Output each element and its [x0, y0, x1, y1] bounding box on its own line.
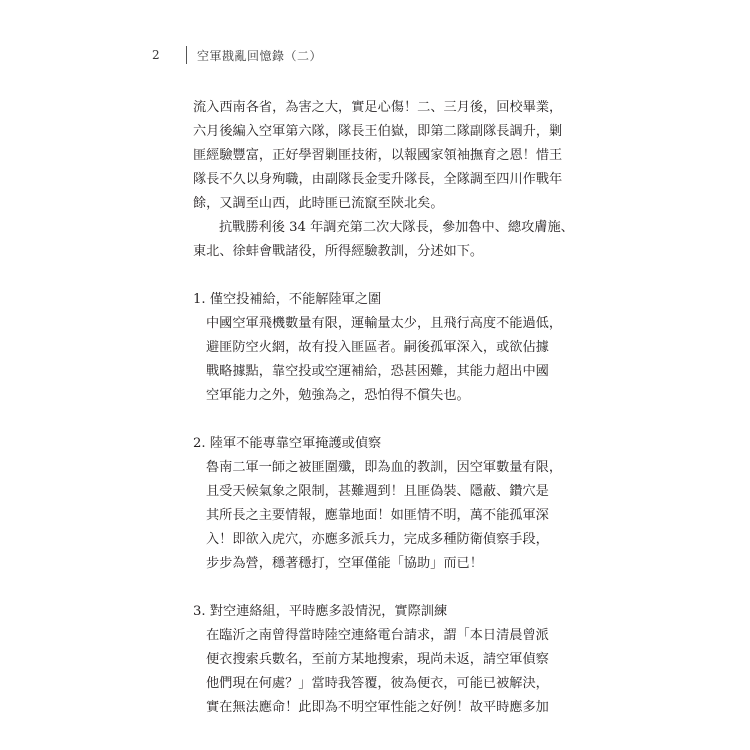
section-spacer — [193, 576, 558, 600]
text-line: 避匪防空火網，故有投入匪區者。嗣後孤軍深入，或欲佔據 — [206, 340, 549, 355]
section-heading: 1. 僅空投補給，不能解陸軍之圍 — [193, 292, 382, 307]
text-line: 抗戰勝利後 34 年調充第二次大隊長，參加魯中、總攻膚施、 — [219, 220, 574, 235]
section-heading: 2. 陸軍不能專靠空軍掩護或偵察 — [193, 436, 382, 451]
text-line: 他們現在何處？」當時我答覆，彼為便衣，可能已被解決， — [206, 676, 549, 691]
page-number: 2 — [152, 48, 160, 62]
text-line: 步步為營，穩著穩打，空軍僅能「協助」而已！ — [206, 556, 483, 571]
text-line: 實在無法應命！此即為不明空軍性能之好例！故平時應多加 — [206, 700, 549, 715]
text-line: 便衣搜索兵數名，至前方某地搜索，現尚未返，請空軍偵察 — [206, 652, 549, 667]
text-line: 六月後編入空軍第六隊，隊長王伯嶽，即第二隊副隊長調升，剿 — [193, 124, 563, 139]
text-line: 魯南二軍一師之被匪圍殲，即為血的教訓，因空軍數量有限， — [206, 460, 563, 475]
text-line: 中國空軍飛機數量有限，運輸量太少，且飛行高度不能過低， — [206, 316, 563, 331]
text-line: 戰略據點，靠空投或空運補給，恐甚困難，其能力超出中國 — [206, 364, 549, 379]
section-2 — [193, 432, 563, 576]
intro-paragraph-2 — [193, 216, 574, 264]
text-line: 東北、徐蚌會戰諸役，所得經驗教訓，分述如下。 — [193, 244, 484, 259]
text-line: 匪經驗豐富，正好學習剿匪技術，以報國家領袖撫育之恩！惜王 — [193, 148, 563, 163]
intro-paragraph-1 — [193, 96, 563, 216]
section-1 — [193, 288, 563, 408]
section-heading: 3. 對空連絡組，平時應多設情況，實際訓練 — [193, 604, 448, 619]
running-title: 空軍戡亂回憶錄（二） — [197, 48, 323, 63]
text-line: 在臨沂之南曾得當時陸空連絡電台請求，謂「本日清晨曾派 — [206, 628, 549, 643]
text-line: 隊長不久以身殉職，由副隊長金雯升隊長，全隊調至四川作戰年 — [193, 172, 563, 187]
text-line: 入！即欲入虎穴，亦應多派兵力，完成多種防衛偵察手段， — [206, 532, 549, 547]
text-line: 空軍能力之外，勉強為之，恐怕得不償失也。 — [206, 388, 470, 403]
section-spacer — [193, 264, 558, 288]
text-line: 其所長之主要情報，應靠地面！如匪情不明，萬不能孤軍深 — [206, 508, 549, 523]
header-divider — [186, 46, 187, 64]
section-spacer — [193, 408, 558, 432]
text-line: 且受天候氣象之限制，甚難週到！且匪偽裝、隱蔽、鑽穴是 — [206, 484, 549, 499]
running-header — [152, 46, 322, 64]
text-line: 餘，又調至山西，此時匪已流竄至陝北矣。 — [193, 196, 444, 211]
text-line: 流入西南各省，為害之大，實足心傷！二、三月後，回校畢業， — [193, 100, 563, 115]
section-3 — [193, 600, 558, 720]
body-text — [193, 96, 574, 720]
